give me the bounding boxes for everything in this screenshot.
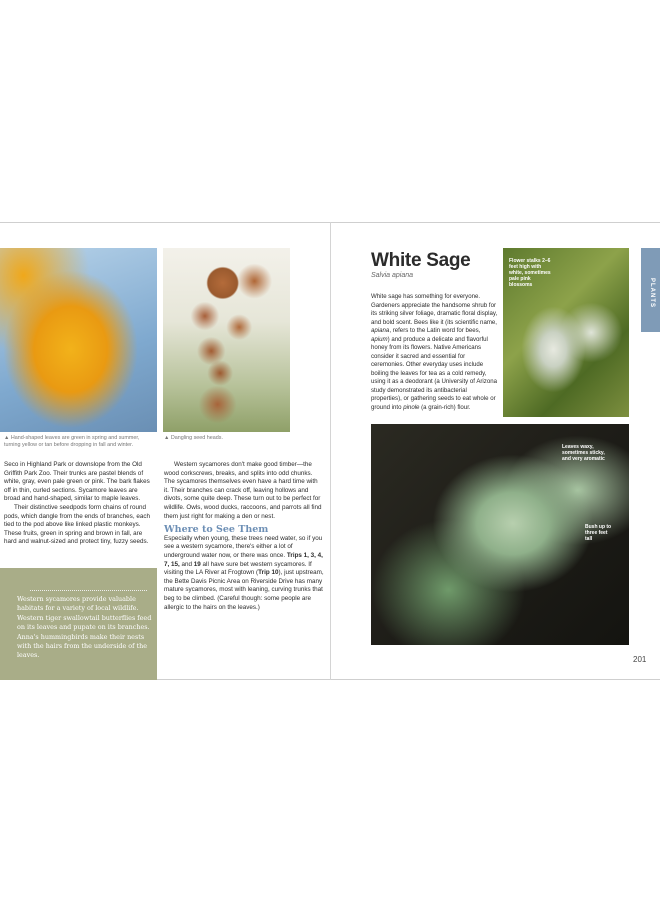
page-title: White Sage <box>371 250 471 271</box>
sage-leaves-photo <box>371 424 629 645</box>
bush-label: Bush up to three feet tall <box>585 524 612 542</box>
seed-heads-photo <box>163 248 290 432</box>
leaves-label: Leaves waxy, sometimes sticky, and very aromatic <box>562 444 605 462</box>
flower-label: Flower stalks 2–6 feet high with white, sometimes pale pink blossoms <box>509 258 551 288</box>
section-tab <box>641 248 660 332</box>
scientific-name: Salvia apiana <box>371 272 414 279</box>
white-sage-description: White sage has something for everyone. Gardeners appreciate the handsome shrub for its striking silver foliage, dramatic floral display, and bold scent. Bees like it (its scientific name, apiana, refers to the Latin word for bees, apium) and produce a delicate and flavorful honey from its flowers. Native Americans consider it sacred and essential for ceremonies. Other everyday uses include boiling the leaves for tea as a cold remedy, using it as a deodorant (a University of Arizona study demonstrated its antibacterial properties), or gathering seeds to eat whole or ground into pinole (a grain-rich) flour. <box>371 293 498 411</box>
left-column-1 <box>4 461 154 547</box>
sidebar-callout <box>0 568 157 680</box>
paragraph: Especially when young, these trees need water, so if you see a western sycamore, there's either a lot of underground water now, or there was once. Trips 1, 3, 4, 7, 15, and 19 all have sure bet western sycamores. If visiting the LA River at Frogtown (Trip 10), just upstream, the Bette Davis Picnic Area on Riverside Drive has many mature sycamores, most with leaning, curving trunks that beg to be climbed. (Careful though: some people are allergic to the hairs on the leaves.) <box>164 534 324 611</box>
paragraph: Their distinctive seedpods form chains of round pods, which dangle from the ends of branches, each tied to the pod above like linked plastic monkeys. These fruits, green in spring and brown in fall, are hard and walnut-sized and protect tiny, fuzzy seeds. <box>4 503 150 546</box>
seed-photo-caption: ▲ Dangling seed heads. <box>164 435 223 441</box>
sycamore-leaf-photo <box>0 248 157 432</box>
section-tab-label: PLANTS <box>649 278 655 308</box>
dotted-divider <box>30 590 147 591</box>
section-heading: Where to See Them <box>164 524 269 536</box>
gutter-divider <box>330 222 331 680</box>
callout-text: Western sycamores provide valuable habitats for a variety of local wildlife. Western tiger swallowtail butterflies feed on its leaves and pupate on its branches. Anna's hummingbirds make their nests with the hairs from the underside of the leaves. <box>17 595 152 660</box>
page-number: 201 <box>633 655 647 664</box>
sage-flower-photo <box>503 248 629 417</box>
leaf-photo-caption: ▲ Hand-shaped leaves are green in spring and summer, turning yellow or tan before dropping in fall and winter. <box>4 435 140 448</box>
paragraph: Seco in Highland Park or downslope from the Old Griffith Park Zoo. Their trunks are pastel blends of white, gray, even pale green or pink. The bark flakes off in thin, curled sections. Sycamore leaves are broad and hand-shaped, similar to maple leaves. <box>4 461 150 503</box>
left-column-2 <box>164 461 324 612</box>
paragraph: Western sycamores don't make good timber—the wood corkscrews, breaks, and splits into odd chunks. The sycamores themselves even have a hard time with it. Their branches can crack off, leaving hollows and divots, some quite deep. These turn out to be perfect for wildlife. Owls, wood ducks, raccoons, and parrots all find them just right for making a den or nest. <box>164 461 322 520</box>
